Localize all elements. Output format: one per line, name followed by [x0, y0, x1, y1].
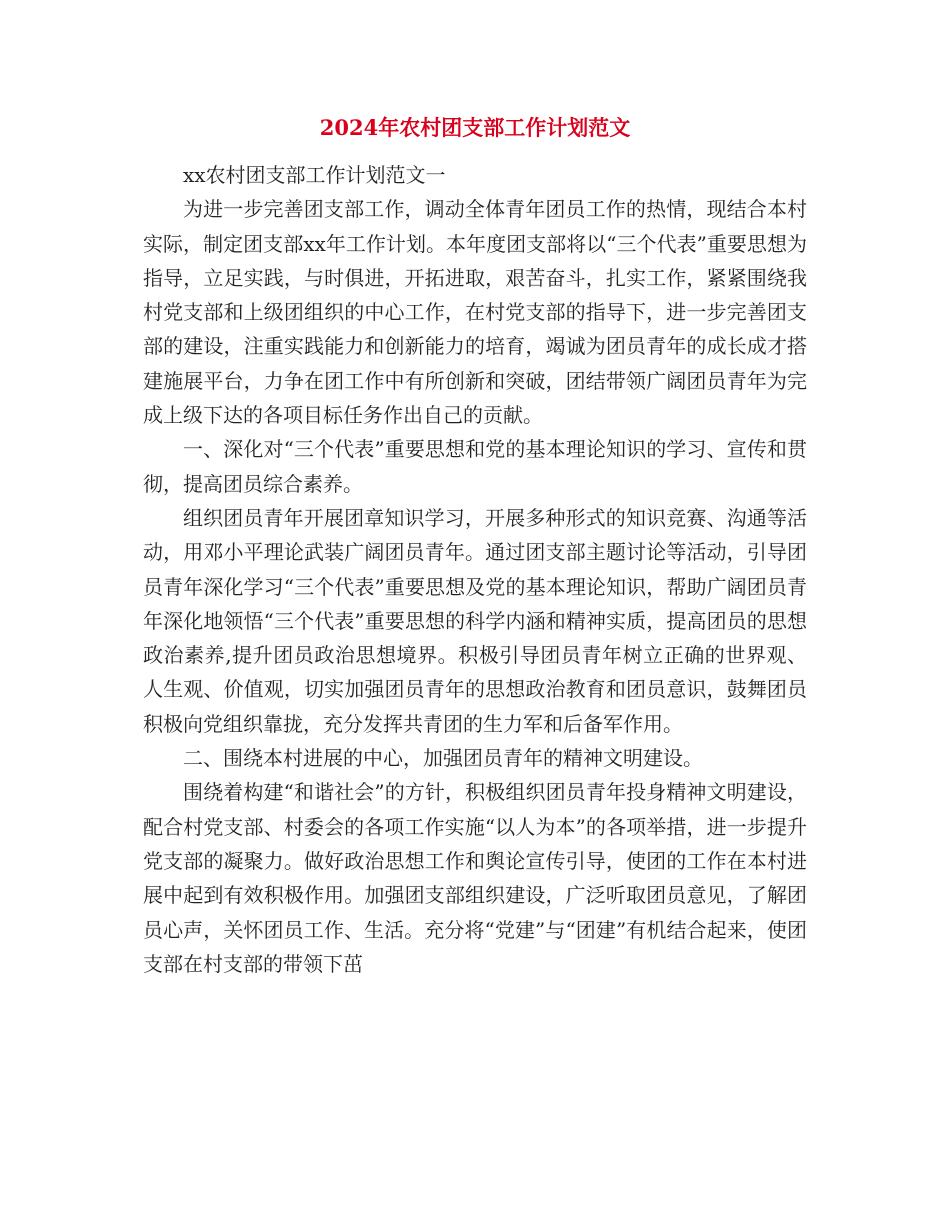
paragraph-section-2-body: 围绕着构建“和谐社会”的方针，积极组织团员青年投身精神文明建设，配合村党支部、村委会的各项工作实施“以人为本”的各项举措，进一步提升党支部的凝聚力。做好政治思想工作和舆论宣传引导，使团的工作在本村进展中起到有效积极作用。加强团支部组织建设，广泛听取团员意见，了解团员心声，关怀团员工作、生活。充分将“党建”与“团建”有机结合起来，使团支部在村支部的带领下茁: [143, 780, 807, 976]
paragraph-intro: 为进一步完善团支部工作，调动全体青年团员工作的热情，现结合本村实际，制定团支部xx年工作计划。本年度团支部将以“三个代表”重要思想为指导，立足实践，与时俱进，开拓进取，艰苦奋斗，扎实工作，紧紧围绕我村党支部和上级团组织的中心工作，在村党支部的指导下，进一步完善团支部的建设，注重实践能力和创新能力的培育，竭诚为团员青年的成长成才搭建施展平台，力争在团工作中有所创新和突破，团结带领广阔团员青年为完成上级下达的各项目标任务作出自己的贡献。: [143, 197, 807, 428]
paragraph-subtitle: xx农村团支部工作计划范文一: [183, 163, 446, 187]
document-title: 2024年农村团支部工作计划范文: [319, 115, 631, 140]
document-body: [143, 158, 807, 981]
paragraph-section-1-body: 组织团员青年开展团章知识学习，开展多种形式的知识竞赛、沟通等活动，用邓小平理论武装广阔团员青年。通过团支部主题讨论等活动，引导团员青年深化学习“三个代表”重要思想及党的基本理论知识，帮助广阔团员青年深化地领悟“三个代表”重要思想的科学内涵和精神实质，提高团员的思想政治素养,提升团员政治思想境界。积极引导团员青年树立正确的世界观、人生观、价值观，切实加强团员青年的思想政治教育和团员意识，鼓舞团员积极向党组织靠拢，充分发挥共青团的生力军和后备军作用。: [143, 505, 807, 736]
paragraph-section-2-heading: 二、围绕本村进展的中心，加强团员青年的精神文明建设。: [183, 746, 703, 771]
paragraph-section-1-heading: 一、深化对“三个代表”重要思想和党的基本理论知识的学习、宣传和贯彻，提高团员综合素养。: [143, 437, 807, 496]
